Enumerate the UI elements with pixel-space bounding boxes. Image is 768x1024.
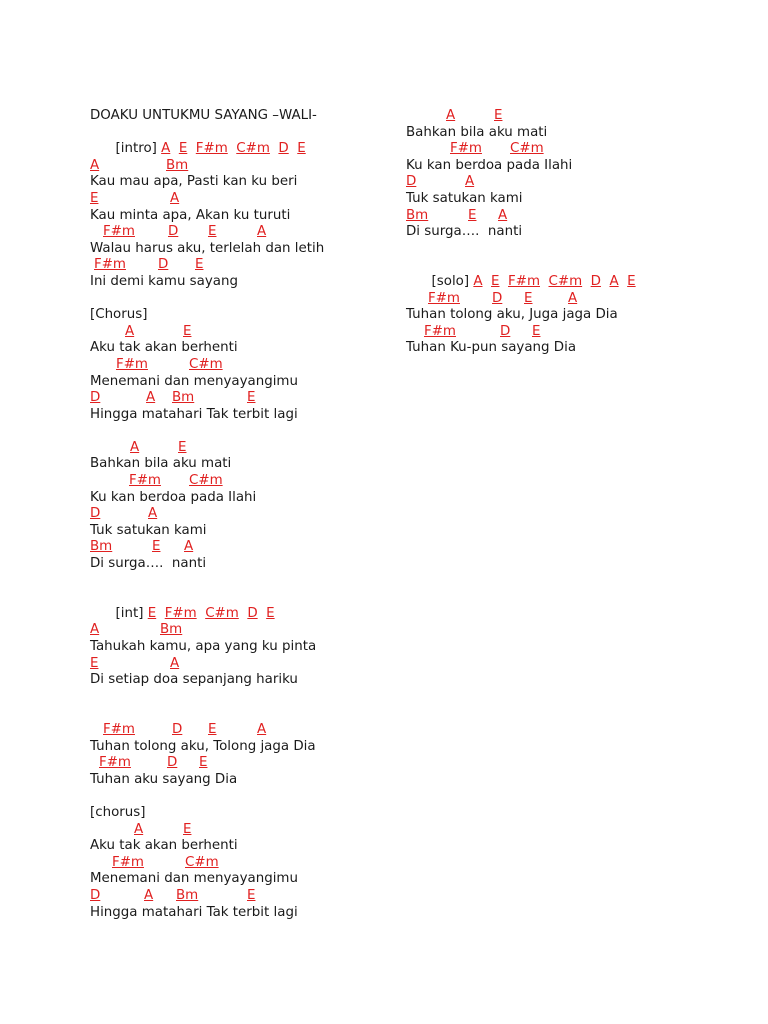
lyric-line: Bahkan bila aku mati [90, 456, 232, 472]
lyric-line: Hingga matahari Tak terbit lagi [90, 406, 298, 422]
chord: D [90, 887, 101, 903]
chord: A [473, 273, 483, 289]
chord: A [90, 157, 100, 173]
chord: Bm [166, 157, 189, 173]
chord-line [406, 141, 726, 158]
solo-line [406, 257, 726, 289]
chord: E [494, 108, 503, 123]
lyric-line: Aku tak akan berhenti [90, 838, 238, 854]
chord: A [257, 224, 267, 240]
intro-line [90, 125, 390, 157]
blank-line [406, 241, 726, 258]
lyric-line: Tuk satukan kami [406, 190, 523, 206]
lyric-line: Kau mau apa, Pasti kan ku beri [90, 174, 298, 190]
chord: E [178, 439, 187, 455]
chord: A [161, 141, 171, 157]
chord-line [90, 324, 390, 341]
chord-line [90, 390, 390, 407]
chord: F#m [450, 141, 482, 157]
section-label-chorus: [Chorus] [90, 307, 148, 323]
lyric-line: Aku tak akan berhenti [90, 340, 238, 356]
chord-line [90, 855, 390, 872]
lyric-line: Walau harus aku, terlelah dan letih [90, 240, 325, 256]
chord: A [609, 273, 619, 289]
chord: F#m [99, 755, 131, 771]
chord: D [90, 506, 101, 522]
section-label-chorus: [chorus] [90, 804, 146, 820]
chord: Bm [160, 622, 183, 638]
chord: F#m [103, 224, 135, 240]
chord: A [90, 622, 100, 638]
lyric-line: Tahukah kamu, apa yang ku pinta [90, 639, 317, 654]
chord: D [167, 755, 178, 771]
chord-line [90, 357, 390, 374]
blank-line [90, 573, 390, 590]
chord: E [468, 207, 477, 223]
chord: E [247, 390, 256, 406]
chord: E [147, 605, 157, 621]
chord-line [90, 822, 390, 839]
chord-line [406, 174, 726, 191]
chord: A [125, 323, 135, 339]
chord-line [90, 440, 390, 457]
chord-line [90, 888, 390, 905]
chord: F#m [112, 854, 144, 870]
chord: E [152, 539, 161, 555]
chord: A [568, 290, 578, 306]
chord: F#m [424, 323, 456, 339]
chord: E [195, 257, 204, 273]
chord-line [90, 473, 390, 490]
chord: F#m [116, 356, 148, 372]
chord: F#m [103, 721, 135, 737]
lyric-line: Ku kan berdoa pada Ilahi [90, 489, 257, 505]
lyric-line: Hingga matahari Tak terbit lagi [90, 904, 298, 920]
chord: D [278, 141, 289, 157]
chord: D [90, 390, 101, 406]
chord: F#m [508, 273, 540, 289]
chord: E [90, 655, 99, 671]
lyric-line: Tuhan aku sayang Dia [90, 771, 238, 787]
chord-line [90, 506, 390, 523]
chord-line [90, 656, 390, 673]
lyric-line: Ku kan berdoa pada Ilahi [406, 157, 573, 173]
lyric-line: Di setiap doa sepanjang hariku [90, 672, 298, 688]
lyric-line: Di surga…. nanti [90, 556, 207, 572]
chord-line [406, 108, 726, 125]
chord: E [208, 224, 217, 240]
lyric-line: Tuhan Ku-pun sayang Dia [406, 340, 577, 356]
chord: A [465, 174, 475, 190]
blank-line [90, 705, 390, 722]
chord: D [500, 323, 511, 339]
chord: Bm [406, 207, 429, 223]
intro-label: [intro] [115, 141, 157, 157]
chord: A [446, 108, 456, 123]
int-label: [int] [115, 605, 144, 621]
blank-line [406, 274, 726, 291]
chord: D [590, 273, 601, 289]
chord: D [172, 721, 183, 737]
chord-line [90, 224, 390, 241]
chord: D [168, 224, 179, 240]
chord: E [178, 141, 188, 157]
chord: A [144, 887, 154, 903]
blank-line [90, 141, 390, 158]
chord: A [498, 207, 508, 223]
lyric-line: Menemani dan menyayangimu [90, 373, 298, 389]
lyric-line: Ini demi kamu sayang [90, 273, 238, 289]
blank-line [90, 423, 390, 440]
blank-line [90, 788, 390, 805]
solo-label: [solo] [431, 273, 470, 289]
left-column [90, 108, 390, 921]
chord-line [90, 191, 390, 208]
chord: E [199, 755, 208, 771]
song-title: DOAKU UNTUKMU SAYANG –WALI- [90, 108, 317, 123]
chord-line [406, 208, 726, 225]
lyric-line: Bahkan bila aku mati [406, 124, 548, 140]
chord: C#m [548, 273, 583, 289]
chord: E [627, 273, 636, 289]
chord-line [90, 622, 390, 639]
lyric-line: Tuhan tolong aku, Tolong jaga Dia [90, 738, 316, 754]
blank-line [90, 606, 390, 623]
lyric-line: Kau minta apa, Akan ku turuti [90, 207, 291, 223]
chord: E [208, 721, 217, 737]
chord: F#m [129, 473, 161, 489]
chord: F#m [164, 605, 197, 621]
lyric-line: Di surga…. nanti [406, 224, 523, 240]
chord: D [406, 174, 417, 190]
chord: E [247, 887, 256, 903]
chord-line [90, 539, 390, 556]
chord-line [90, 257, 390, 274]
chord: A [170, 655, 180, 671]
chord: D [492, 290, 503, 306]
chord: A [130, 439, 140, 455]
chord: D [158, 257, 169, 273]
chord-line [90, 158, 390, 175]
chord: D [247, 605, 258, 621]
chord: A [170, 190, 180, 206]
chord: Bm [90, 539, 113, 555]
chord: E [90, 190, 99, 206]
chord-line [90, 755, 390, 772]
chord: C#m [510, 141, 544, 157]
blank-line [90, 689, 390, 706]
chord: F#m [428, 290, 460, 306]
chord: E [524, 290, 533, 306]
chord: C#m [189, 473, 223, 489]
blank-line [90, 291, 390, 308]
lyric-line: Tuhan tolong aku, Juga jaga Dia [406, 307, 618, 323]
chord: C#m [189, 356, 223, 372]
chord: E [491, 273, 500, 289]
chord: A [134, 821, 144, 837]
chord: E [297, 141, 306, 157]
chord: A [257, 721, 267, 737]
chord: F#m [195, 141, 228, 157]
chord: Bm [176, 887, 199, 903]
chord: E [183, 323, 192, 339]
chord: A [148, 506, 158, 522]
chord: E [532, 323, 541, 339]
chord-line [90, 722, 390, 739]
chord: E [266, 605, 275, 621]
lyric-line: Menemani dan menyayangimu [90, 871, 298, 887]
lyric-line: Tuk satukan kami [90, 522, 207, 538]
chord-line [406, 291, 726, 308]
right-column [406, 108, 726, 357]
chord: C#m [236, 141, 270, 157]
chord: C#m [205, 605, 239, 621]
chord-line [406, 324, 726, 341]
chord: A [146, 390, 156, 406]
chord: C#m [185, 854, 219, 870]
chord: F#m [94, 257, 126, 273]
chord: Bm [172, 390, 195, 406]
chord: E [183, 821, 192, 837]
int-line [90, 589, 390, 621]
chord: A [184, 539, 194, 555]
